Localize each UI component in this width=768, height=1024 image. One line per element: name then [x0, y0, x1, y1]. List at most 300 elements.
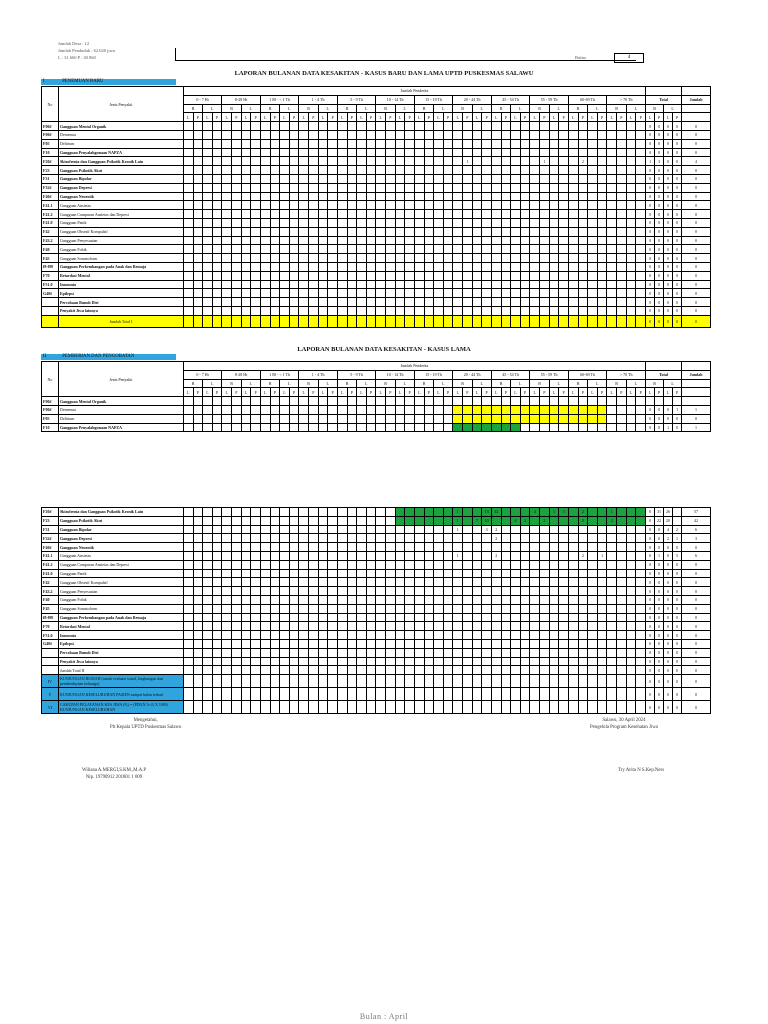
- value-cell: [443, 227, 453, 236]
- value-cell: [568, 622, 578, 631]
- value-cell: [453, 631, 463, 640]
- disease-code: F40: [42, 245, 59, 254]
- col-b: B: [376, 379, 395, 388]
- value-cell: [376, 315, 386, 327]
- value-cell: [491, 201, 501, 210]
- value-cell: [395, 139, 405, 148]
- col-b: B: [222, 379, 241, 388]
- total-cell: 0: [664, 254, 673, 263]
- value-cell: [386, 130, 396, 139]
- value-cell: [337, 280, 347, 289]
- value-cell: [597, 157, 607, 166]
- value-cell: [434, 414, 444, 423]
- value-cell: [241, 130, 251, 139]
- value-cell: [559, 551, 569, 560]
- value-cell: [588, 613, 598, 622]
- value-cell: [347, 551, 357, 560]
- value-cell: [395, 688, 405, 701]
- value-cell: [463, 201, 473, 210]
- total-cell: 0: [673, 130, 682, 139]
- value-cell: [414, 525, 424, 534]
- value-cell: [183, 543, 193, 552]
- value-cell: [260, 543, 270, 552]
- value-cell: [405, 648, 415, 657]
- value-cell: [309, 648, 319, 657]
- value-cell: [203, 508, 213, 517]
- value-cell: 2: [607, 516, 617, 525]
- value-cell: [482, 604, 492, 613]
- value-cell: [578, 130, 588, 139]
- col-p: P: [309, 113, 319, 122]
- value-cell: [501, 183, 511, 192]
- total-cell: 0: [655, 174, 664, 183]
- value-cell: [337, 183, 347, 192]
- value-cell: [366, 174, 376, 183]
- value-cell: [491, 675, 501, 688]
- value-cell: [424, 648, 434, 657]
- value-cell: [597, 210, 607, 219]
- total-cell: 0: [673, 166, 682, 175]
- value-cell: [309, 604, 319, 613]
- value-cell: [376, 157, 386, 166]
- col-l: L: [337, 113, 347, 122]
- value-cell: [491, 166, 501, 175]
- col-p: P: [232, 113, 242, 122]
- value-cell: [328, 701, 338, 714]
- value-cell: [328, 139, 338, 148]
- value-cell: [491, 289, 501, 298]
- value-cell: [376, 516, 386, 525]
- value-cell: [540, 262, 550, 271]
- value-cell: [260, 262, 270, 271]
- value-cell: [491, 595, 501, 604]
- value-cell: [280, 688, 290, 701]
- value-cell: [260, 397, 270, 406]
- value-cell: [424, 122, 434, 131]
- value-cell: [472, 639, 482, 648]
- col-p: P: [443, 388, 453, 397]
- total-cell: 0: [645, 595, 654, 604]
- value-cell: [636, 298, 646, 307]
- col-l: L: [588, 388, 598, 397]
- value-cell: [636, 245, 646, 254]
- value-cell: [463, 236, 473, 245]
- value-cell: [337, 639, 347, 648]
- total-cell: 0: [664, 183, 673, 192]
- jumlah-cell: 0: [681, 666, 710, 675]
- table-kasus-lama-top: [41, 361, 711, 432]
- section-no: I: [43, 79, 45, 84]
- col-p: P: [405, 113, 415, 122]
- value-cell: [588, 569, 598, 578]
- value-cell: [588, 675, 598, 688]
- jumlah-cell: 0: [682, 218, 711, 227]
- value-cell: [260, 166, 270, 175]
- value-cell: [357, 622, 367, 631]
- value-cell: [559, 631, 569, 640]
- value-cell: [520, 148, 530, 157]
- value-cell: [309, 157, 319, 166]
- value-cell: [241, 675, 251, 688]
- value-cell: [530, 271, 540, 280]
- value-cell: [212, 516, 222, 525]
- value-cell: [617, 414, 627, 423]
- value-cell: [241, 508, 251, 517]
- value-cell: [636, 525, 646, 534]
- value-cell: [549, 560, 559, 569]
- value-cell: [357, 210, 367, 219]
- value-cell: [424, 139, 434, 148]
- value-cell: 2: [520, 516, 530, 525]
- value-cell: 1: [453, 525, 463, 534]
- value-cell: [241, 289, 251, 298]
- value-cell: [193, 675, 203, 688]
- value-cell: [289, 578, 299, 587]
- value-cell: [414, 648, 424, 657]
- value-cell: [463, 688, 473, 701]
- value-cell: [463, 174, 473, 183]
- value-cell: [414, 148, 424, 157]
- value-cell: [203, 587, 213, 596]
- value-cell: [251, 315, 261, 327]
- value-cell: [328, 543, 338, 552]
- value-cell: [309, 508, 319, 517]
- value-cell: [212, 139, 222, 148]
- value-cell: [540, 174, 550, 183]
- value-cell: [559, 210, 569, 219]
- value-cell: [366, 587, 376, 596]
- value-cell: [511, 306, 521, 315]
- value-cell: [501, 675, 511, 688]
- value-cell: [241, 298, 251, 307]
- value-cell: [251, 122, 261, 131]
- value-cell: [280, 604, 290, 613]
- value-cell: [280, 405, 290, 414]
- value-cell: [511, 648, 521, 657]
- value-cell: [568, 236, 578, 245]
- value-cell: [414, 631, 424, 640]
- value-cell: [222, 569, 232, 578]
- value-cell: [386, 210, 396, 219]
- value-cell: [597, 543, 607, 552]
- value-cell: [309, 578, 319, 587]
- total-cell: 0: [646, 139, 655, 148]
- disease-code: F41.1: [42, 201, 59, 210]
- value-cell: [357, 254, 367, 263]
- value-cell: [280, 631, 290, 640]
- value-cell: [588, 701, 598, 714]
- value-cell: [212, 551, 222, 560]
- value-cell: [501, 414, 511, 423]
- value-cell: [501, 569, 511, 578]
- total-cell: 0: [673, 218, 682, 227]
- disease-name: Gangguan Fobik: [58, 595, 183, 604]
- value-cell: [463, 525, 473, 534]
- value-cell: [289, 604, 299, 613]
- value-cell: [472, 139, 482, 148]
- value-cell: [501, 139, 511, 148]
- disease-code: F32#: [42, 183, 59, 192]
- age-group-header: 1 Bl - < 1 Th: [260, 95, 299, 104]
- value-cell: [520, 525, 530, 534]
- col-l: L: [280, 388, 290, 397]
- value-cell: [395, 701, 405, 714]
- value-cell: [607, 148, 617, 157]
- value-cell: [511, 210, 521, 219]
- value-cell: [347, 245, 357, 254]
- value-cell: [463, 631, 473, 640]
- value-cell: [386, 622, 396, 631]
- value-cell: [540, 245, 550, 254]
- value-cell: [366, 688, 376, 701]
- value-cell: [626, 262, 636, 271]
- value-cell: [559, 622, 569, 631]
- value-cell: [559, 245, 569, 254]
- value-cell: [491, 148, 501, 157]
- total-cell: 0: [663, 666, 672, 675]
- value-cell: [395, 227, 405, 236]
- value-cell: [337, 227, 347, 236]
- col-l: L: [511, 113, 521, 122]
- value-cell: [491, 587, 501, 596]
- value-cell: [443, 543, 453, 552]
- value-cell: [222, 280, 232, 289]
- value-cell: [617, 218, 627, 227]
- value-cell: [309, 657, 319, 666]
- col-p: P: [328, 113, 338, 122]
- value-cell: [482, 245, 492, 254]
- value-cell: [212, 657, 222, 666]
- jumlah-cell: 0: [681, 657, 710, 666]
- section-no: II: [43, 354, 47, 359]
- value-cell: [520, 306, 530, 315]
- value-cell: [511, 166, 521, 175]
- value-cell: [549, 236, 559, 245]
- value-cell: [636, 236, 646, 245]
- value-cell: [347, 631, 357, 640]
- value-cell: [540, 210, 550, 219]
- value-cell: [222, 289, 232, 298]
- value-cell: [636, 262, 646, 271]
- col-p: P: [655, 113, 664, 122]
- value-cell: [366, 254, 376, 263]
- value-cell: [260, 516, 270, 525]
- value-cell: [443, 183, 453, 192]
- total-cell: 0: [645, 648, 654, 657]
- value-cell: [299, 130, 309, 139]
- sign-left-l2: Plt Kepala UPTD Puskesmas Salawu: [110, 724, 182, 730]
- value-cell: [366, 516, 376, 525]
- table-row: [42, 122, 711, 131]
- value-cell: [357, 675, 367, 688]
- value-cell: [568, 525, 578, 534]
- total-cell: [655, 397, 664, 406]
- disease-code: F20#: [42, 157, 59, 166]
- value-cell: [260, 639, 270, 648]
- value-cell: [636, 534, 646, 543]
- value-cell: [405, 254, 415, 263]
- col-b: B: [222, 104, 241, 113]
- total-cell: 0: [654, 675, 663, 688]
- value-cell: [309, 543, 319, 552]
- value-cell: [443, 157, 453, 166]
- value-cell: [299, 289, 309, 298]
- value-cell: [366, 613, 376, 622]
- value-cell: [347, 414, 357, 423]
- col-p: P: [212, 388, 222, 397]
- value-cell: [511, 174, 521, 183]
- value-cell: [347, 397, 357, 406]
- value-cell: [636, 148, 646, 157]
- value-cell: [530, 148, 540, 157]
- value-cell: [588, 543, 598, 552]
- total-cell: 0: [664, 192, 673, 201]
- table-row: [42, 130, 711, 139]
- value-cell: [357, 405, 367, 414]
- value-cell: [578, 122, 588, 131]
- value-cell: [386, 236, 396, 245]
- value-cell: [222, 122, 232, 131]
- value-cell: [183, 666, 193, 675]
- value-cell: [203, 516, 213, 525]
- value-cell: [328, 604, 338, 613]
- value-cell: [414, 280, 424, 289]
- col-p: P: [578, 388, 588, 397]
- total-cell: 0: [664, 139, 673, 148]
- value-cell: [559, 148, 569, 157]
- value-cell: [501, 666, 511, 675]
- value-cell: [232, 210, 242, 219]
- value-cell: [376, 280, 386, 289]
- value-cell: [386, 245, 396, 254]
- value-cell: [578, 595, 588, 604]
- value-cell: [260, 423, 270, 432]
- total-cell: 0: [673, 174, 682, 183]
- col-b: B: [530, 104, 549, 113]
- value-cell: [540, 639, 550, 648]
- value-cell: [588, 130, 598, 139]
- value-cell: [289, 675, 299, 688]
- value-cell: [549, 551, 559, 560]
- value-cell: [549, 157, 559, 166]
- value-cell: [212, 122, 222, 131]
- value-cell: [328, 414, 338, 423]
- value-cell: [530, 569, 540, 578]
- value-cell: [511, 675, 521, 688]
- value-cell: [366, 289, 376, 298]
- value-cell: [328, 551, 338, 560]
- value-cell: [491, 666, 501, 675]
- value-cell: [280, 262, 290, 271]
- value-cell: [491, 183, 501, 192]
- value-cell: [434, 201, 444, 210]
- value-cell: [626, 289, 636, 298]
- col-p: P: [251, 388, 261, 397]
- value-cell: [607, 405, 617, 414]
- value-cell: [482, 534, 492, 543]
- value-cell: [549, 622, 559, 631]
- value-cell: [453, 280, 463, 289]
- value-cell: [366, 666, 376, 675]
- table-row: [42, 595, 711, 604]
- value-cell: [501, 657, 511, 666]
- value-cell: [232, 631, 242, 640]
- value-cell: [232, 174, 242, 183]
- value-cell: [376, 227, 386, 236]
- value-cell: [617, 657, 627, 666]
- value-cell: [482, 551, 492, 560]
- value-cell: [386, 534, 396, 543]
- value-cell: [299, 218, 309, 227]
- value-cell: [289, 315, 299, 327]
- age-group-header: 0 - 7 Hr: [183, 370, 222, 379]
- disease-code: F43.2: [42, 587, 59, 596]
- value-cell: [328, 262, 338, 271]
- value-cell: [501, 423, 511, 432]
- value-cell: [337, 631, 347, 640]
- value-cell: [482, 560, 492, 569]
- value-cell: [289, 298, 299, 307]
- value-cell: [405, 578, 415, 587]
- value-cell: [568, 657, 578, 666]
- value-cell: [347, 688, 357, 701]
- value-cell: [424, 315, 434, 327]
- value-cell: [434, 271, 444, 280]
- value-cell: [203, 578, 213, 587]
- value-cell: [549, 148, 559, 157]
- value-cell: [299, 236, 309, 245]
- value-cell: [597, 306, 607, 315]
- value-cell: [366, 183, 376, 192]
- table-row: [42, 525, 711, 534]
- value-cell: [588, 516, 598, 525]
- value-cell: [289, 543, 299, 552]
- value-cell: [289, 613, 299, 622]
- value-cell: [405, 218, 415, 227]
- value-cell: [636, 306, 646, 315]
- value-cell: [357, 613, 367, 622]
- value-cell: [395, 414, 405, 423]
- value-cell: [366, 543, 376, 552]
- value-cell: 1: [463, 157, 473, 166]
- value-cell: [260, 657, 270, 666]
- value-cell: [260, 508, 270, 517]
- jumlah-cell: 4: [682, 157, 711, 166]
- value-cell: [463, 298, 473, 307]
- value-cell: [183, 508, 193, 517]
- value-cell: [520, 166, 530, 175]
- value-cell: [540, 569, 550, 578]
- value-cell: [193, 551, 203, 560]
- value-cell: [617, 534, 627, 543]
- col-l: L: [241, 104, 260, 113]
- value-cell: [482, 271, 492, 280]
- value-cell: [395, 639, 405, 648]
- table-row: [42, 201, 711, 210]
- value-cell: [280, 666, 290, 675]
- value-cell: [588, 631, 598, 640]
- value-cell: [386, 569, 396, 578]
- value-cell: [463, 218, 473, 227]
- value-cell: [540, 631, 550, 640]
- value-cell: [183, 122, 193, 131]
- value-cell: 1: [540, 157, 550, 166]
- total-cell: 0: [646, 289, 655, 298]
- total-cell: 0: [673, 139, 682, 148]
- value-cell: [530, 298, 540, 307]
- value-cell: [559, 516, 569, 525]
- value-cell: [443, 631, 453, 640]
